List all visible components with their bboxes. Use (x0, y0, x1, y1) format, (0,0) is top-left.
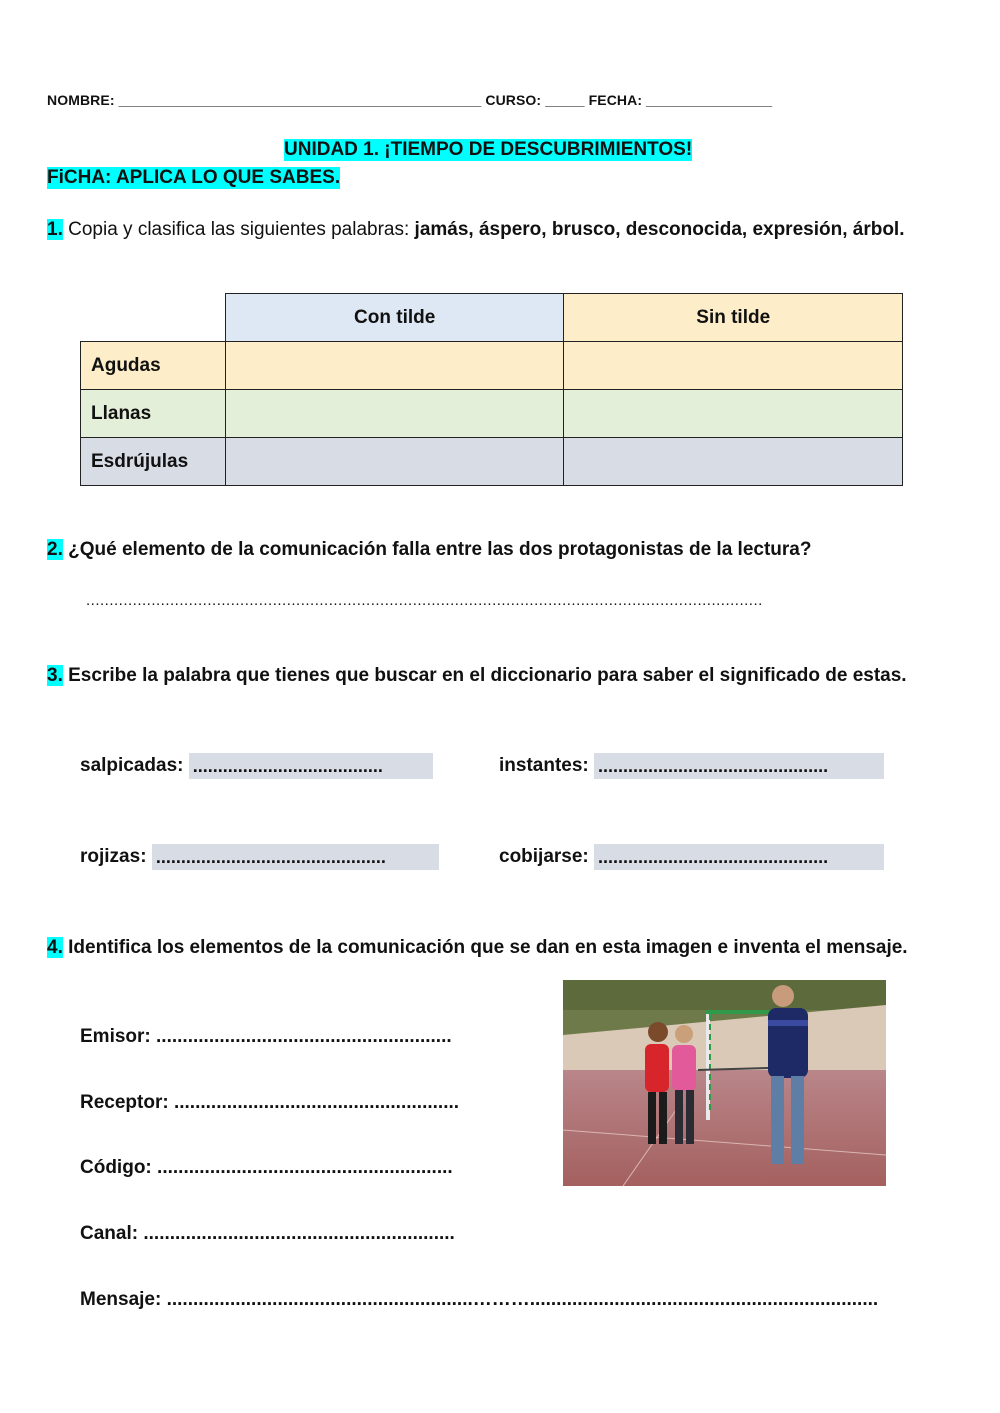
word-answer-field[interactable]: .............................................. (594, 844, 884, 870)
table-corner (81, 294, 226, 342)
fecha-line[interactable]: ________________ (646, 92, 773, 108)
question-2-answer-line[interactable]: ................................................................................................................................................. (86, 592, 763, 609)
cell-llanas-con-tilde[interactable] (225, 390, 564, 438)
field-emisor (80, 1026, 525, 1048)
question-1-text: Copia y clasifica las siguientes palabras: (62, 219, 415, 240)
word-item-cobijarse (499, 844, 884, 870)
table-row-esdrujulas: Esdrújulas (81, 438, 226, 486)
table-row-llanas: Llanas (81, 390, 226, 438)
field-answer-line[interactable]: ........................................................ (156, 1026, 452, 1047)
nombre-label: NOMBRE: (47, 92, 115, 108)
cell-esdrujulas-con-tilde[interactable] (225, 438, 564, 486)
table-header-con-tilde: Con tilde (225, 294, 564, 342)
unit-title: UNIDAD 1. ¡TIEMPO DE DESCUBRIMIENTOS! (284, 139, 693, 160)
word-answer-field[interactable]: .............................................. (152, 844, 439, 870)
nombre-line[interactable]: ______________________________________________ (118, 92, 482, 108)
field-receptor (80, 1092, 525, 1114)
word-label: salpicadas: (80, 755, 184, 777)
classification-table (80, 293, 903, 486)
field-codigo (80, 1157, 525, 1179)
word-answer-field[interactable]: .............................................. (594, 753, 884, 779)
fecha-label: FECHA: (588, 92, 643, 108)
curso-line[interactable]: _____ (545, 92, 585, 108)
cell-llanas-sin-tilde[interactable] (564, 390, 903, 438)
field-answer-line[interactable]: ........................................................ (157, 1157, 453, 1178)
cell-agudas-sin-tilde[interactable] (564, 342, 903, 390)
field-answer-line[interactable]: ...................................................... (173, 1092, 460, 1113)
question-3-text: Escribe la palabra que tienes que buscar en el diccionario para saber el significado de estas. (62, 665, 907, 686)
field-label: Mensaje: (80, 1289, 162, 1310)
word-item-rojizas (80, 844, 439, 870)
field-label: Código: (80, 1157, 152, 1178)
question-1 (47, 217, 952, 242)
field-label: Canal: (80, 1223, 139, 1244)
question-3 (47, 663, 952, 688)
question-3-number: 3. (47, 665, 63, 686)
word-answer-field[interactable]: ...................................... (189, 753, 433, 779)
question-1-words: jamás, áspero, brusco, desconocida, expresión, árbol. (414, 219, 905, 240)
field-answer-line[interactable]: ..........................................................……….................................................................. (166, 1289, 879, 1310)
field-canal (80, 1223, 525, 1245)
table-row-agudas: Agudas (81, 342, 226, 390)
field-answer-line[interactable]: ........................................................... (143, 1223, 455, 1244)
field-mensaje (80, 1289, 955, 1311)
communication-photo (563, 980, 886, 1186)
word-label: rojizas: (80, 846, 147, 868)
question-1-number: 1. (47, 219, 63, 240)
question-2 (47, 537, 952, 562)
question-4 (47, 935, 952, 960)
word-item-instantes (499, 753, 884, 779)
word-label: cobijarse: (499, 846, 589, 868)
cell-agudas-con-tilde[interactable] (225, 342, 564, 390)
table-header-sin-tilde: Sin tilde (564, 294, 903, 342)
word-label: instantes: (499, 755, 589, 777)
curso-label: CURSO: (485, 92, 542, 108)
question-2-text: ¿Qué elemento de la comunicación falla entre las dos protagonistas de la lectura? (62, 539, 812, 560)
field-label: Emisor: (80, 1026, 151, 1047)
field-label: Receptor: (80, 1092, 169, 1113)
student-info-header (47, 92, 772, 108)
worksheet-subtitle: FiCHA: APLICA LO QUE SABES. (47, 167, 341, 188)
question-4-number: 4. (47, 937, 63, 958)
question-4-text: Identifica los elementos de la comunicación que se dan en esta imagen e inventa el mensaje. (62, 937, 908, 958)
question-2-number: 2. (47, 539, 63, 560)
word-item-salpicadas (80, 753, 433, 779)
cell-esdrujulas-sin-tilde[interactable] (564, 438, 903, 486)
